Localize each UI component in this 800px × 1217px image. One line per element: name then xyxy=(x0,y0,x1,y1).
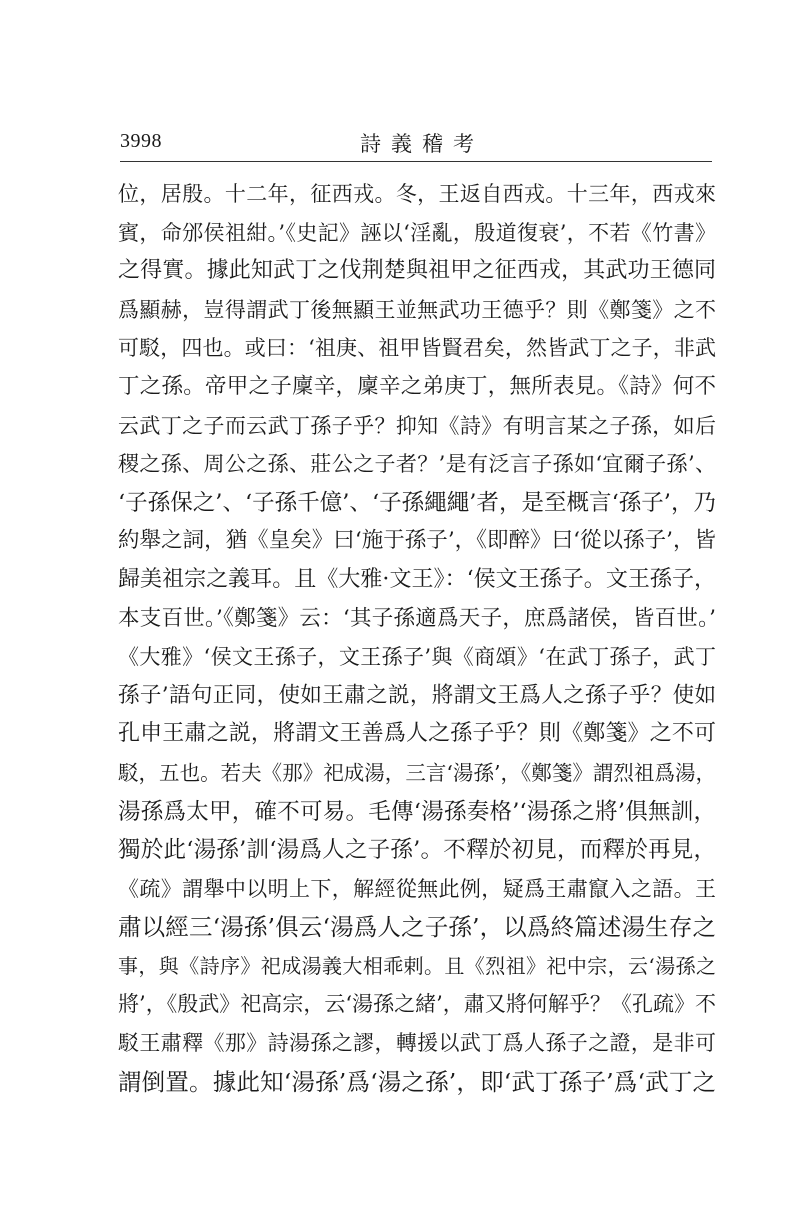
text-line: 可駁，四也。或曰：‘祖庚、祖甲皆賢君矣，然皆武丁之子，非武 xyxy=(118,336,716,361)
text-line: 之得實。據此知武丁之伐荆楚與祖甲之征西戎，其武功王德同 xyxy=(118,258,716,284)
running-title: 詩義稽考 xyxy=(360,132,484,156)
header-rule xyxy=(120,161,712,162)
text-line: 湯孫爲太甲，確不可易。毛傳‘湯孫奏格’‘湯孫之將’俱無訓， xyxy=(118,798,716,825)
text-line: 賓，命邠侯祖紺。’《史記》誣以‘淫亂，殷道復衰’，不若《竹書》 xyxy=(118,220,716,245)
page-number: 3998 xyxy=(120,130,162,152)
text-line: 謂倒置。據此知‘湯孫’爲‘湯之孫’，即‘武丁孫子’爲‘武丁之 xyxy=(118,1067,716,1096)
text-line: 《大雅》‘侯文王孫子，文王孫子’與《商頌》‘在武丁孫子，武丁 xyxy=(118,645,716,670)
text-line: ‘子孫保之’、‘子孫千億’、‘子孫繩繩’者，是至概言‘孫子’，乃 xyxy=(118,489,716,516)
text-line: 駁王肅釋《那》詩湯孫之謬，轉援以武丁爲人孫子之證，是非可 xyxy=(118,1031,716,1056)
page-header xyxy=(120,128,712,160)
text-line: 丁之孫。帝甲之子廩辛，廩辛之弟庚丁，無所表見。《詩》何不 xyxy=(118,373,716,399)
text-line: 孔申王肅之説，將謂文王善爲人之孫子乎？則《鄭箋》之不可 xyxy=(118,721,716,747)
text-line: 約舉之詞，猶《皇矣》曰‘施于孫子’，《即醉》曰‘從以孫子’，皆 xyxy=(118,528,716,554)
text-line: 云武丁之子而云武丁孫子乎？抑知《詩》有明言某之子孫，如后 xyxy=(118,413,716,438)
body-text xyxy=(118,175,716,1101)
text-line: 事，與《詩序》祀成湯義大相乖剌。且《烈祖》祀中宗，云‘湯孫之 xyxy=(118,953,716,978)
text-line: 將’，《殷武》祀高宗，云‘湯孫之緒’，肅又將何解乎？《孔疏》不 xyxy=(118,992,716,1017)
text-line: 爲顯赫，豈得謂武丁後無顯王並無武功王德乎？則《鄭箋》之不 xyxy=(118,297,716,322)
text-line: 歸美祖宗之義耳。且《大雅·文王》：‘侯文王孫子。文王孫子， xyxy=(118,566,716,592)
text-line: 孫子’語句正同，使如王肅之説，將謂文王爲人之孫子乎？使如 xyxy=(118,682,716,708)
text-line: 本支百世。’《鄭箋》云：‘其子孫適爲天子，庶爲諸侯，皆百世。’ xyxy=(118,605,716,631)
text-line: 位，居殷。十二年，征西戎。冬，王返自西戎。十三年，西戎來 xyxy=(118,182,716,206)
text-line: 肅以經三‘湯孫’俱云‘湯爲人之子孫’，以爲終篇述湯生存之 xyxy=(118,913,716,942)
text-line: 駁，五也。若夫《那》祀成湯，三言‘湯孫’，《鄭箋》謂烈祖爲湯， xyxy=(118,760,716,785)
text-line: 《疏》謂舉中以明上下，解經從無此例，疑爲王肅竄入之語。王 xyxy=(118,876,716,901)
text-line: 獨於此‘湯孫’訓‘湯爲人之子孫’。不釋於初見，而釋於再見， xyxy=(118,837,716,864)
text-line: 稷之孫、周公之孫、莊公之子者？’是有泛言子孫如‘宜爾子孫’、 xyxy=(118,452,716,477)
